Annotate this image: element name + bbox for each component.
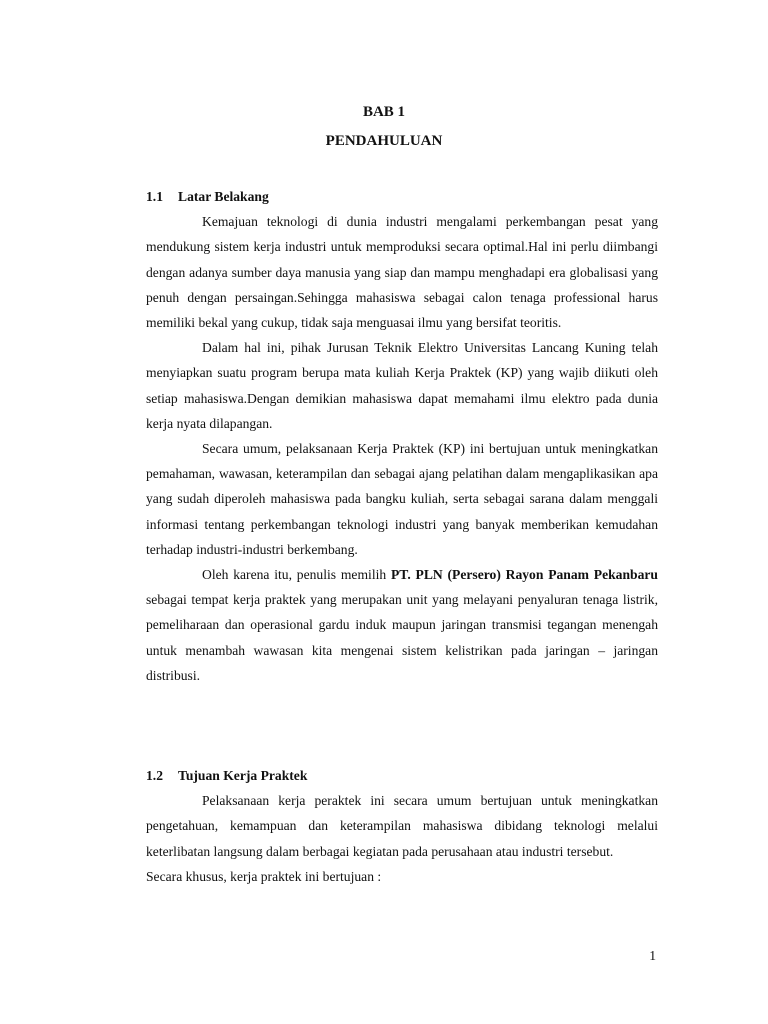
paragraph: Secara umum, pelaksanaan Kerja Praktek (KP) ini bertujuan untuk meningkatkan pemahaman, wawasan, keterampilan dan sebagai ajang pelatihan dalam mengaplikasikan apa yang sudah diperoleh mahasiswa pada bangku kuliah, serta sebagai sarana dalam menggali informasi tentang perkembangan teknologi industri yang banyak memberikan kemudahan terhadap industri-industri berkembang. xyxy=(146,441,658,557)
page-number: 1 xyxy=(649,948,656,963)
paragraph-closing: Secara khusus, kerja praktek ini bertujuan : xyxy=(146,868,382,884)
paragraph: Dalam hal ini, pihak Jurusan Teknik Elektro Universitas Lancang Kuning telah menyiapkan suatu program berupa mata kuliah Kerja Praktek (KP) yang wajib diikuti oleh setiap mahasiswa.Dengan demikian mahasiswa dapat memahami ilmu elektro pada dunia kerja nyata dilapangan. xyxy=(146,340,658,431)
section-title: Tujuan Kerja Praktek xyxy=(178,768,308,783)
section-tujuan xyxy=(146,763,658,889)
section-title: Latar Belakang xyxy=(178,189,269,204)
section-number: 1.1 xyxy=(146,189,163,204)
company-name: PT. PLN (Persero) Rayon Panam Pekanbaru xyxy=(390,567,658,583)
chapter-label: BAB 1 xyxy=(362,104,406,120)
chapter-title: PENDAHULUAN xyxy=(325,133,443,149)
section-latar-belakang xyxy=(146,184,658,688)
section-heading xyxy=(146,184,658,209)
paragraph-company xyxy=(146,562,658,688)
paragraph: Kemajuan teknologi di dunia industri mengalami perkembangan pesat yang mendukung sistem kerja industri untuk memproduksi secara optimal.Hal ini perlu diimbangi dengan adanya sumber daya manusia yang siap dan mampu menghadapi era globalisasi yang penuh dengan persaingan.Sehingga mahasiswa sebagai calon tenaga professional harus memiliki bekal yang cukup, tidak saja menguasai ilmu yang bersifat teoritis. xyxy=(146,214,658,331)
section-heading xyxy=(146,763,658,788)
paragraph: Pelaksanaan kerja peraktek ini secara umum bertujuan untuk meningkatkan pengetahuan, kemampuan dan keterampilan mahasiswa dibidang teknologi melalui keterlibatan langsung dalam berbagai kegiatan pada perusahaan atau industri tersebut. xyxy=(146,793,658,859)
section-number: 1.2 xyxy=(146,768,163,783)
paragraph-text: Oleh karena itu, penulis memilih xyxy=(202,567,391,583)
paragraph-text: sebagai tempat kerja praktek yang merupakan unit yang melayani penyaluran tenaga listrik, pemeliharaan dan operasional gardu induk maupun jaringan transmisi tegangan menengah untuk menambah wawasan kita mengenai sistem kelistrikan pada jaringan – jaringan distribusi. xyxy=(146,592,658,683)
